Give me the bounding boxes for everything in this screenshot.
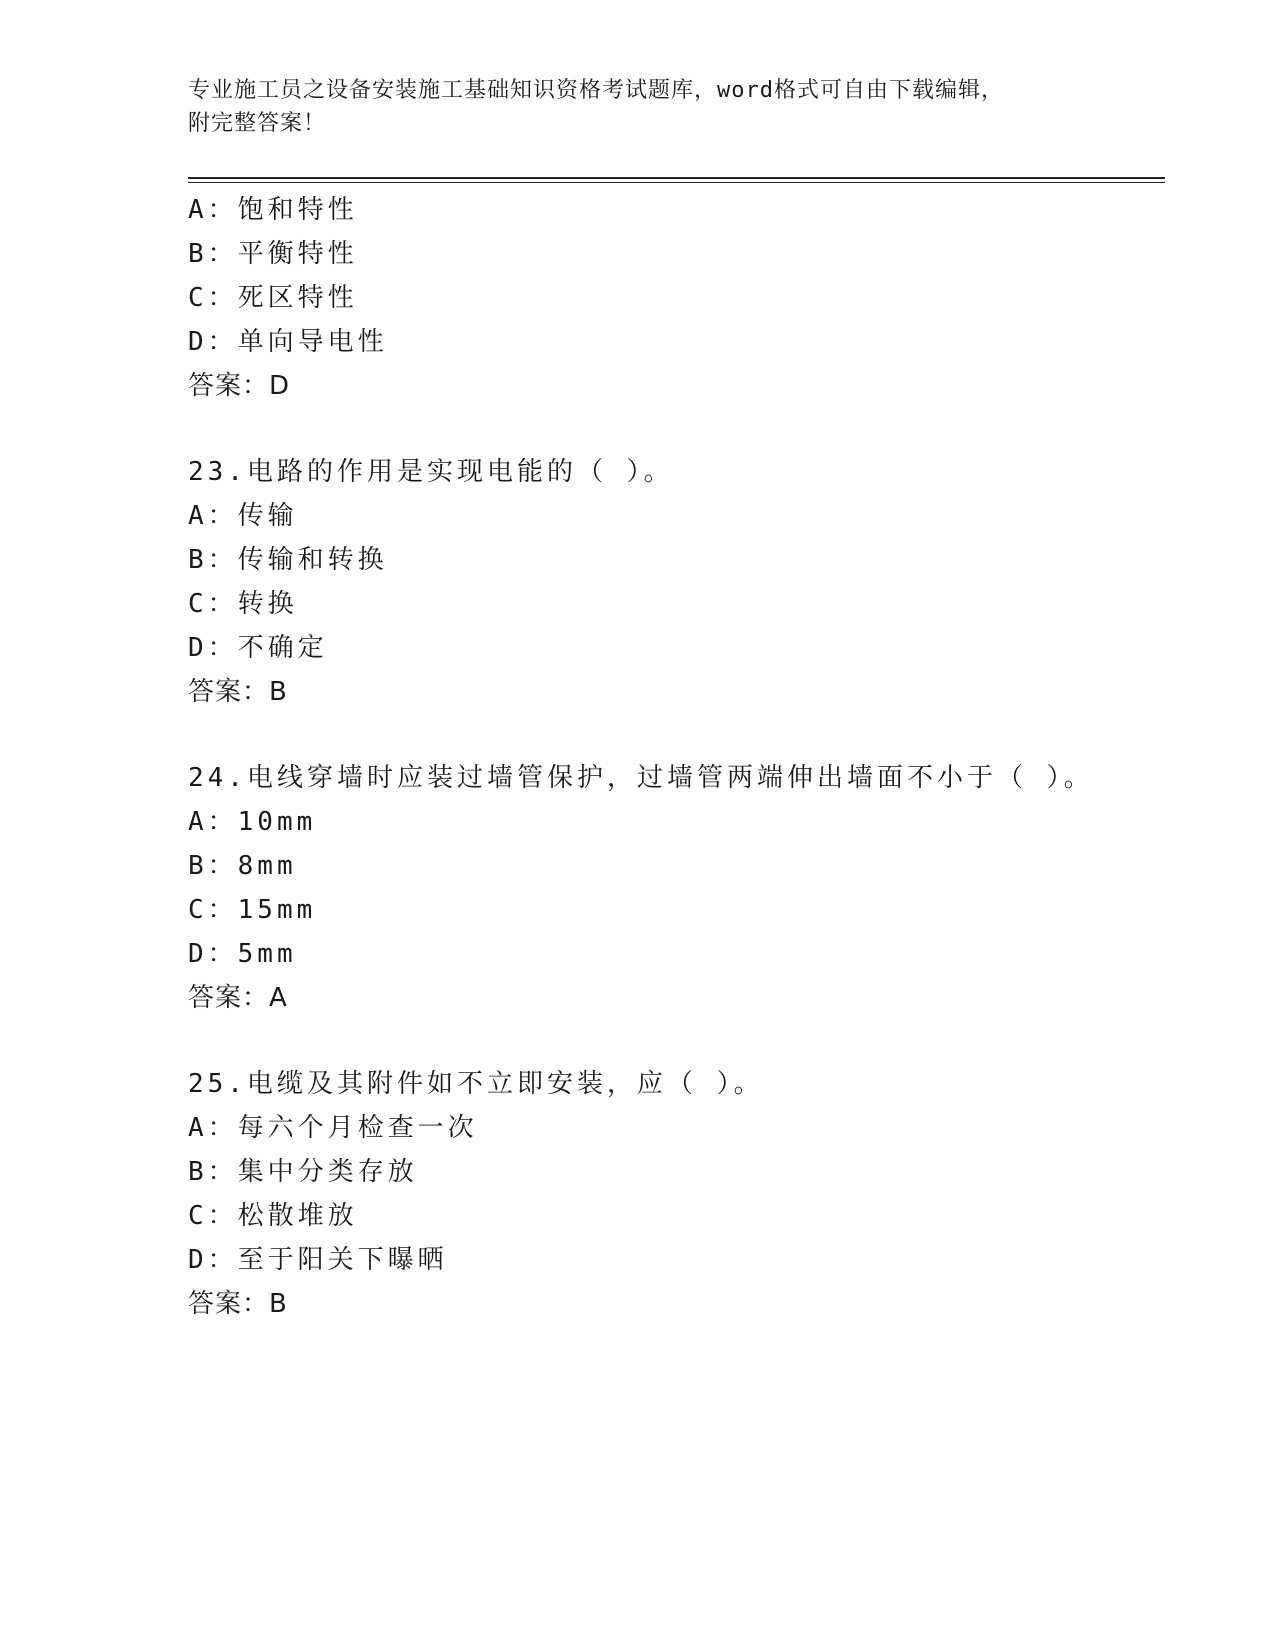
q23-question: 23.电路的作用是实现电能的（ ）。 xyxy=(188,457,674,487)
q24-option-a: A：10mm xyxy=(188,807,317,837)
header-divider-thick xyxy=(188,177,1165,179)
q23-option-d: D：不确定 xyxy=(188,633,328,663)
q24-question: 24.电线穿墙时应装过墙管保护，过墙管两端伸出墙面不小于（ ）。 xyxy=(188,763,1094,793)
q24-option-d: D：5mm xyxy=(188,939,297,969)
q23-option-a: A：传输 xyxy=(188,501,298,531)
q22-option-b: B：平衡特性 xyxy=(188,239,358,269)
q22-option-d: D：单向导电性 xyxy=(188,327,388,357)
q25-option-b: B：集中分类存放 xyxy=(188,1157,418,1187)
q24-answer: 答案：A xyxy=(188,983,288,1013)
q22-option-a: A：饱和特性 xyxy=(188,195,358,225)
q25-option-a: A：每六个月检查一次 xyxy=(188,1113,478,1143)
q22-option-c: C：死区特性 xyxy=(188,283,358,313)
q22-answer: 答案：D xyxy=(188,371,291,401)
header-line-1: 专业施工员之设备安装施工基础知识资格考试题库，word格式可自由下载编辑， xyxy=(188,78,1004,103)
q24-option-c: C：15mm xyxy=(188,895,317,925)
q24-option-b: B：8mm xyxy=(188,851,297,881)
q23-answer: 答案：B xyxy=(188,677,288,707)
document-header xyxy=(188,74,1088,140)
header-divider-thin xyxy=(188,182,1165,183)
q25-answer: 答案：B xyxy=(188,1289,288,1319)
q23-option-b: B：传输和转换 xyxy=(188,545,388,575)
q25-option-d: D：至于阳关下曝晒 xyxy=(188,1245,448,1275)
q25-question: 25.电缆及其附件如不立即安装，应（ ）。 xyxy=(188,1069,764,1099)
q23-option-c: C：转换 xyxy=(188,589,298,619)
header-line-2: 附完整答案！ xyxy=(188,111,327,136)
q25-option-c: C：松散堆放 xyxy=(188,1201,358,1231)
